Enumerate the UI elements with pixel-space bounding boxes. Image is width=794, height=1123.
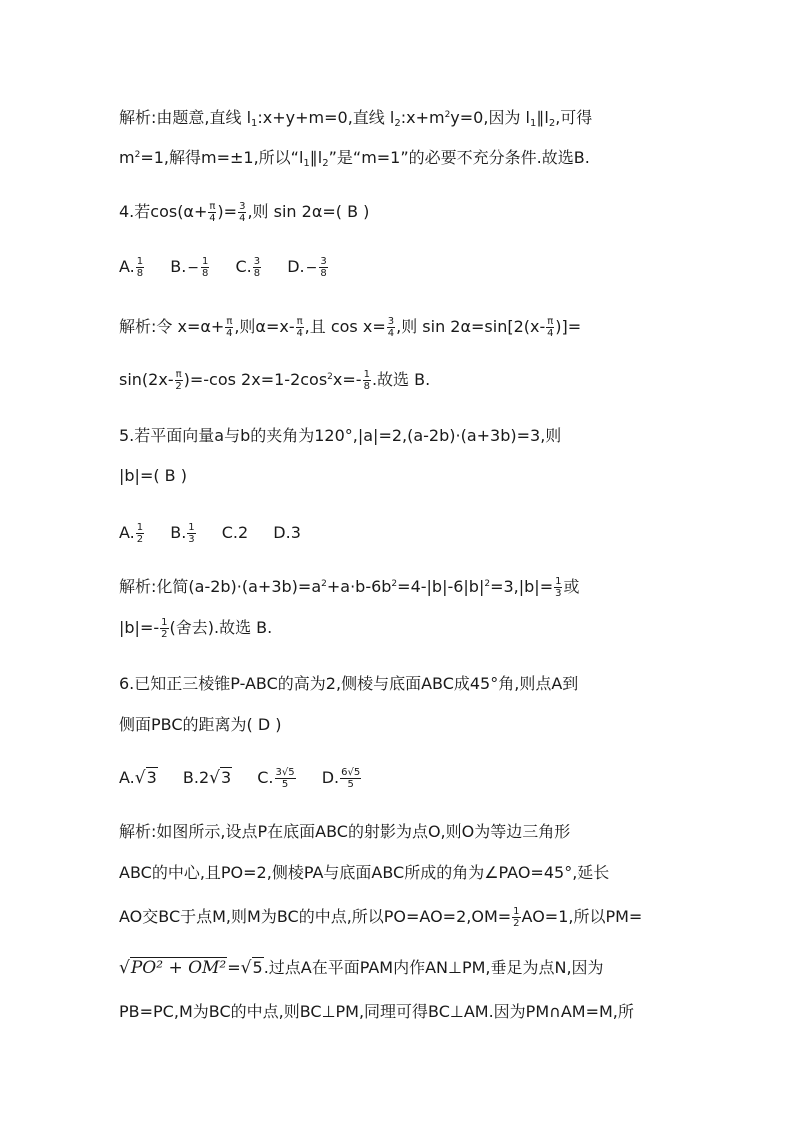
- p3-solution-line1: [119, 110, 592, 129]
- fraction: [275, 767, 296, 790]
- subscript: 1: [303, 158, 310, 169]
- q6-solution-line4: [119, 960, 604, 977]
- option-c: C.2: [221, 523, 249, 542]
- option-a: [119, 522, 145, 545]
- sqrt: [135, 770, 158, 787]
- minus-sign: −: [187, 260, 200, 276]
- denominator: 4: [226, 328, 233, 339]
- fraction: [340, 767, 361, 790]
- numerator: π: [209, 201, 216, 212]
- text: ∥l: [536, 108, 549, 127]
- option-label: A.: [119, 523, 135, 542]
- radicand: 3: [146, 768, 157, 787]
- radicand: 3: [220, 768, 232, 787]
- text: 或: [563, 577, 580, 596]
- text: 解析:如图所示,设点P在底面ABC的射影为点O,则O为等边三角形: [119, 822, 571, 841]
- question-6-line2: [119, 717, 282, 733]
- question-5-options: [119, 522, 321, 545]
- radical-sign: √: [347, 767, 354, 778]
- numerator: 1: [202, 256, 209, 267]
- option-c: [235, 256, 262, 279]
- text: :x+m: [400, 108, 445, 127]
- numerator: 1: [188, 522, 195, 533]
- question-4-options: [119, 256, 349, 279]
- q6-solution-line5: [119, 1004, 634, 1020]
- question-6-options: [119, 767, 382, 790]
- text: x=-: [332, 370, 362, 389]
- radicand: 5: [288, 767, 295, 778]
- text: |b|=-: [119, 618, 160, 637]
- denominator: 4: [387, 328, 395, 339]
- text: 侧面PBC的距离为( D ): [119, 715, 282, 734]
- option-label: B.2: [182, 768, 210, 787]
- text: (舍去).故选 B.: [169, 618, 273, 637]
- denominator: 4: [296, 328, 303, 339]
- question-5-line2: [119, 468, 187, 484]
- fraction: [136, 522, 144, 545]
- option-d: [321, 767, 363, 790]
- numerator: 3: [239, 201, 246, 212]
- denominator: 8: [320, 268, 327, 279]
- superscript: 2: [484, 579, 491, 589]
- fraction: [187, 522, 195, 545]
- text: .过点A在平面PAM内作AN⊥PM,垂足为点N,因为: [263, 958, 604, 977]
- q6-solution-line2: [119, 865, 609, 881]
- text: m: [119, 148, 135, 167]
- radicand: PO² + OM²: [130, 958, 227, 978]
- radical-sign: √: [119, 958, 130, 978]
- superscript: 2: [327, 372, 333, 382]
- minus-sign: −: [305, 260, 318, 276]
- text: .故选 B.: [371, 370, 431, 389]
- superscript: 2: [134, 150, 141, 160]
- text: AO=1,所以PM=: [521, 907, 643, 926]
- denominator: 4: [547, 328, 554, 339]
- text: )]=: [555, 317, 582, 336]
- text: 解析:化简(a-2b)·(a+3b)=a: [119, 577, 322, 596]
- text: )=: [217, 202, 238, 221]
- numerator: 1: [136, 256, 144, 267]
- denominator: 2: [513, 918, 520, 929]
- denominator: 4: [209, 213, 216, 224]
- fraction: [554, 576, 562, 599]
- text: 解析:令 x=α+: [119, 317, 225, 336]
- q5-solution-line2: [119, 617, 272, 640]
- text: y=0,因为 l: [450, 108, 530, 127]
- numerator: π: [547, 316, 554, 327]
- question-6-line1: [119, 676, 578, 692]
- radicand: 5: [252, 958, 263, 977]
- subscript: 2: [394, 118, 401, 129]
- option-b: [170, 256, 210, 279]
- denominator: 8: [136, 268, 144, 279]
- q4-solution-line1: [119, 316, 581, 339]
- text: sin(2x-: [119, 370, 174, 389]
- numerator: 3: [253, 256, 261, 267]
- denominator: 8: [202, 268, 209, 279]
- text: :x+y+m=0,直线 l: [257, 108, 395, 127]
- text: ”是“m=1”的必要不充分条件.故选B.: [328, 148, 590, 167]
- question-5-line1: [119, 428, 561, 444]
- option-a: [119, 768, 158, 787]
- numerator: 1: [161, 617, 168, 628]
- sqrt: [241, 960, 264, 977]
- denominator: 2: [175, 381, 182, 392]
- text: =: [227, 958, 241, 977]
- fraction: [363, 369, 371, 392]
- option-c: [257, 767, 296, 790]
- fraction: [238, 201, 246, 224]
- denominator: 3: [555, 588, 562, 599]
- text: PB=PC,M为BC的中点,则BC⊥PM,同理可得BC⊥AM.因为PM∩AM=M,所: [119, 1002, 634, 1021]
- numerator: π: [175, 369, 182, 380]
- text: 4.若cos(α+: [119, 202, 208, 221]
- sqrt: [209, 770, 232, 787]
- q6-solution-line1: [119, 824, 570, 840]
- radicand: 5: [353, 767, 361, 778]
- text: ,则α=x-: [234, 317, 295, 336]
- option-label: B.: [170, 257, 187, 276]
- text: |b|=( B ): [119, 466, 187, 485]
- option-label: A.: [119, 768, 135, 787]
- denominator: 2: [161, 629, 168, 640]
- option-a: [119, 256, 145, 279]
- superscript: 2: [321, 579, 327, 589]
- subscript: 1: [529, 118, 537, 129]
- text: 5.若平面向量a与b的夹角为120°,|a|=2,(a-2b)·(a+3b)=3,则: [119, 426, 562, 445]
- superscript: 2: [444, 110, 451, 120]
- option-label: A.: [119, 257, 135, 276]
- radical-sign: √: [281, 767, 289, 778]
- option-label: D.: [321, 768, 340, 787]
- fraction: [512, 906, 520, 929]
- radical-sign: √: [134, 768, 146, 788]
- option-b: [170, 522, 196, 545]
- denominator: 5: [347, 779, 354, 790]
- q5-solution-line1: [119, 576, 579, 599]
- denominator: 4: [239, 213, 246, 224]
- text: 解析:由题意,直线 l: [119, 108, 252, 127]
- text: +a·b-6b: [326, 577, 392, 596]
- numerator: π: [226, 316, 233, 327]
- denominator: 2: [136, 534, 144, 545]
- fraction: [253, 256, 261, 279]
- subscript: 1: [251, 118, 258, 129]
- fraction: [136, 256, 144, 279]
- numerator: π: [296, 316, 303, 327]
- numerator: 3: [320, 256, 327, 267]
- fraction: [201, 256, 209, 279]
- fraction: [225, 316, 233, 339]
- text: AO交BC于点M,则M为BC的中点,所以PO=AO=2,OM=: [119, 907, 512, 926]
- sqrt-expression: [119, 960, 227, 977]
- question-4: [119, 201, 369, 224]
- numerator: 1: [555, 576, 562, 587]
- radical-sign: √: [240, 958, 252, 978]
- coefficient: 3: [275, 767, 282, 778]
- option-label: D.: [287, 257, 305, 276]
- option-label: C.: [235, 257, 252, 276]
- text: ,则 sin 2α=sin[2(x-: [396, 317, 546, 336]
- q4-solution-line2: [119, 369, 430, 392]
- text: =4-|b|-6|b|: [397, 577, 485, 596]
- fraction: [546, 316, 554, 339]
- coefficient: 6: [341, 767, 348, 778]
- numerator: [275, 767, 296, 779]
- numerator: 1: [363, 369, 370, 380]
- text: ABC的中心,且PO=2,侧棱PA与底面ABC所成的角为∠PAO=45°,延长: [119, 863, 610, 882]
- option-label: C.: [257, 768, 274, 787]
- text: ∥l: [309, 148, 323, 167]
- numerator: 1: [513, 906, 520, 917]
- text: )=-cos 2x=1-2cos: [183, 370, 328, 389]
- option-d: D.3: [273, 523, 301, 542]
- subscript: 2: [322, 158, 329, 169]
- denominator: 3: [188, 534, 195, 545]
- fraction: [175, 369, 183, 392]
- text: =3,|b|=: [490, 577, 554, 596]
- superscript: 2: [391, 579, 398, 589]
- fraction: [319, 256, 327, 279]
- fraction: [296, 316, 304, 339]
- numerator: 3: [387, 316, 395, 327]
- radical-sign: √: [209, 768, 220, 788]
- fraction: [208, 201, 216, 224]
- denominator: 8: [253, 268, 261, 279]
- denominator: 8: [363, 381, 370, 392]
- fraction: [160, 617, 168, 640]
- text: =1,解得m=±1,所以“l: [140, 148, 304, 167]
- numerator: [340, 767, 361, 779]
- option-label: B.: [170, 523, 187, 542]
- text: 6.已知正三棱锥P-ABC的高为2,侧棱与底面ABC成45°角,则点A到: [119, 674, 579, 693]
- text: ,且 cos x=: [304, 317, 386, 336]
- p3-solution-line2: [119, 150, 590, 169]
- text: ,可得: [555, 108, 593, 127]
- subscript: 2: [548, 118, 556, 129]
- denominator: 5: [281, 779, 289, 790]
- text: ,则 sin 2α=( B ): [247, 202, 370, 221]
- q6-solution-line3: [119, 906, 642, 929]
- option-b: [183, 768, 232, 787]
- numerator: 1: [136, 522, 144, 533]
- fraction: [387, 316, 395, 339]
- option-d: [287, 256, 329, 279]
